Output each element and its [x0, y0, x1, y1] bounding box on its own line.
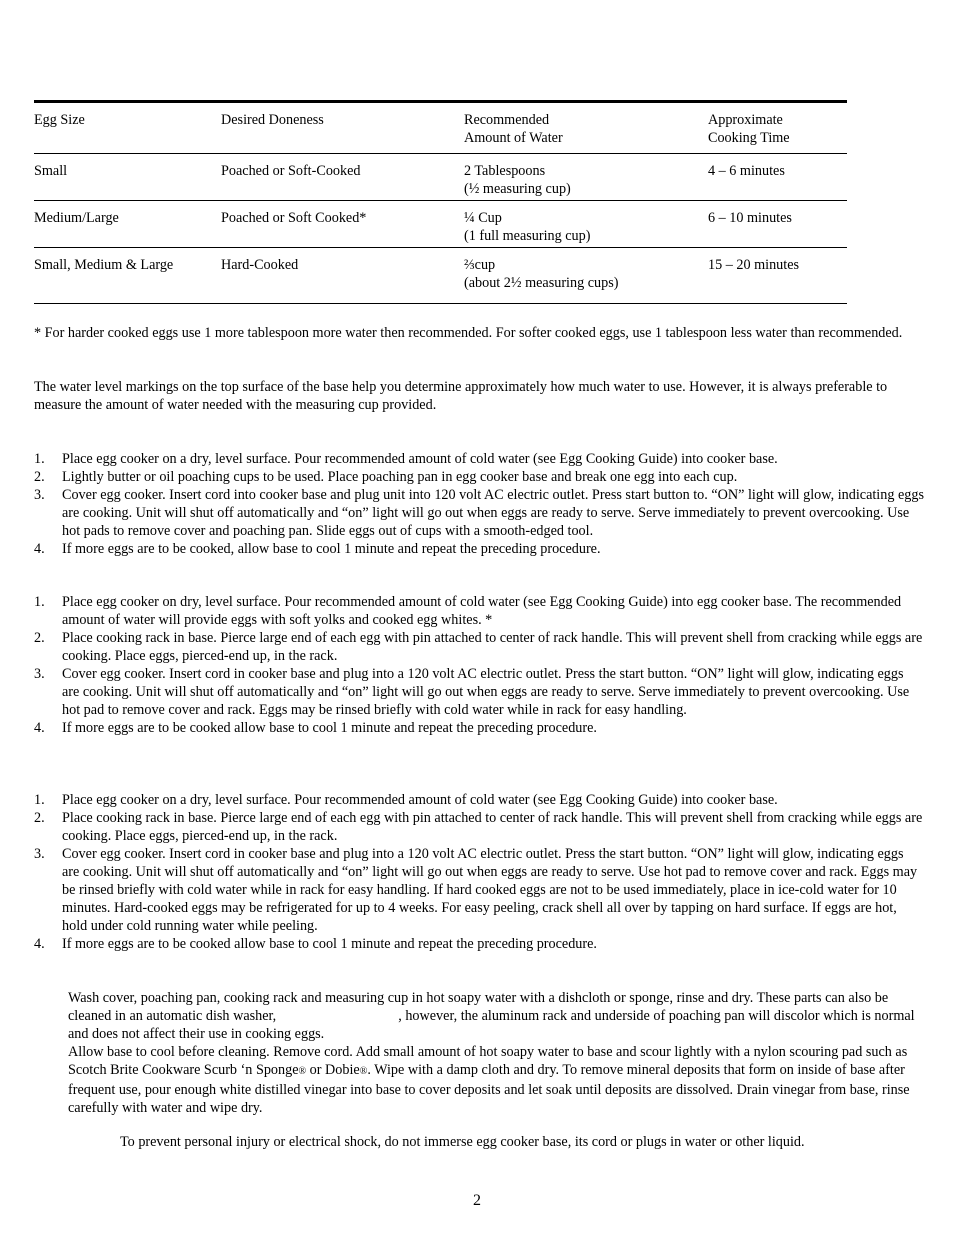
cell-time: 4 – 6 minutes [708, 163, 785, 179]
cell-time: 6 – 10 minutes [708, 210, 792, 226]
step-text: If more eggs are to be cooked allow base to cool 1 minute and repeat the preceding procedure. [62, 936, 597, 952]
step-text: Place egg cooker on dry, level surface. Pour recommended amount of cold water (see Egg Cooking Guide) into egg cooker base. The recommended amount of water will provide eggs with soft yolks and cooked egg whites. * [62, 594, 902, 628]
cell-egg-size: Medium/Large [34, 210, 119, 226]
step-number: 2. [34, 469, 45, 485]
step-text: Place egg cooker on a dry, level surface. Pour recommended amount of cold water (see Egg Cooking Guide) into cooker base. [62, 451, 778, 467]
table-row [34, 248, 847, 304]
table-row [34, 201, 847, 248]
step-text: Cover egg cooker. Insert cord in cooker base and plug into a 120 volt AC electric outlet. Press the start button. “ON” light will glow, indicating eggs are cooking. Unit will shut off automatically and “on” light will go out when eggs are ready to serve. Use hot pad to remove cover and rack. Eggs may be rinsed briefly with cold water while in rack for easy handling. If hard cooked eggs are not to be used immediately, place in ice-cold water for 10 minutes. Hard-cooked eggs may be refrigerated for up to 4 weeks. For easy peeling, crack shell all over by tapping on hard surface. If eggs are hot, hold under cold running water while peeling. [62, 846, 918, 934]
cell-water: ¼ Cup (1 full measuring cup) [464, 210, 591, 244]
step-number: 1. [34, 451, 45, 467]
step-text: If more eggs are to be cooked, allow base to cool 1 minute and repeat the preceding procedure. [62, 541, 601, 557]
step-text: Place egg cooker on a dry, level surface. Pour recommended amount of cold water (see Egg Cooking Guide) into cooker base. [62, 792, 778, 808]
list-item [34, 540, 924, 558]
step-number: 1. [34, 594, 45, 610]
poaching-steps-list [34, 450, 924, 558]
step-text: If more eggs are to be cooked allow base to cool 1 minute and repeat the preceding procedure. [62, 720, 597, 736]
water-level-note [34, 378, 924, 414]
safety-warning: To prevent personal injury or electrical shock, do not immerse egg cooker base, its cord or plugs in water or other liquid. [120, 1134, 805, 1150]
step-text: Place cooking rack in base. Pierce large end of each egg with pin attached to center of rack handle. This will prevent shell from cracking while eggs are cooking. Place eggs, pierced-end up, in the rack. [62, 810, 923, 844]
list-item [34, 450, 924, 468]
step-number: 1. [34, 792, 45, 808]
step-text: Cover egg cooker. Insert cord into cooker base and plug unit into 120 volt AC electric outlet. Press start button to. “ON” light will glow, indicating eggs are cooking. Unit will shut off automatically and “on” light will go out when eggs are ready to serve. Serve immediately to prevent overcooking. Use hot pads to remove cover and poaching pan. Slide eggs out of cups with a smooth-edged tool. [62, 487, 924, 539]
cell-time: 15 – 20 minutes [708, 257, 800, 273]
page-number: 2 [473, 1192, 481, 1209]
egg-cooking-guide-table [34, 100, 847, 304]
list-item [34, 665, 924, 719]
list-item [34, 845, 924, 935]
step-number: 3. [34, 666, 45, 682]
cell-doneness: Poached or Soft Cooked* [221, 210, 367, 226]
step-text: Lightly butter or oil poaching cups to be used. Place poaching pan in egg cooker base and break one egg into each cup. [62, 469, 738, 485]
step-number: 3. [34, 487, 45, 503]
registered-mark: ® [298, 1066, 307, 1077]
header-cooking-time: Approximate Cooking Time [708, 112, 790, 146]
care-cleaning-section [68, 989, 924, 1117]
list-item [34, 935, 924, 953]
step-number: 2. [34, 810, 45, 826]
step-number: 4. [34, 541, 45, 557]
registered-mark: ® [359, 1066, 368, 1077]
header-desired-doneness: Desired Doneness [221, 112, 324, 128]
list-item [34, 593, 924, 629]
list-item [34, 719, 924, 737]
cell-egg-size: Small [34, 163, 68, 179]
soft-cooked-steps-list [34, 593, 924, 737]
step-text: Cover egg cooker. Insert cord in cooker base and plug into a 120 volt AC electric outlet. Press the start button. “ON” light will glow, indicating eggs are cooking. Unit will shut off automatically and “on” light will go out when eggs are ready to serve. Serve immediately to prevent overcooking. Use hot pad to remove cover and rack. Eggs may be rinsed briefly with cold water while in rack for easy handling. [62, 666, 910, 718]
table-footnote [34, 324, 924, 342]
cell-doneness: Poached or Soft-Cooked [221, 163, 361, 179]
table-header-row [34, 103, 847, 154]
hard-cooked-steps-list [34, 791, 924, 953]
water-note-text: The water level markings on the top surface of the base help you determine approximately how much water to use. However, it is always preferable to measure the amount of water needed with the measuring cup provided. [34, 379, 888, 413]
cell-egg-size: Small, Medium & Large [34, 257, 174, 273]
list-item [34, 791, 924, 809]
step-number: 3. [34, 846, 45, 862]
cell-water: 2 Tablespoons (½ measuring cup) [464, 163, 571, 197]
step-text: Place cooking rack in base. Pierce large end of each egg with pin attached to center of rack handle. This will prevent shell from cracking while eggs are cooking. Place eggs, pierced-end up, in the rack. [62, 630, 923, 664]
table-row [34, 154, 847, 201]
header-amount-of-water: Recommended Amount of Water [464, 112, 563, 146]
step-number: 2. [34, 630, 45, 646]
header-egg-size: Egg Size [34, 112, 85, 128]
list-item [34, 468, 924, 486]
footnote-text: * For harder cooked eggs use 1 more tablespoon more water then recommended. For softer cooked eggs, use 1 tablespoon less water than recommended. [34, 325, 903, 341]
wash-paragraph: Wash cover, poaching pan, cooking rack and measuring cup in hot soapy water with a dishcloth or sponge, rinse and dry. These parts can also be cleaned in an automatic dish washer, , however, the aluminum rack and underside of poaching pan will discolor which is normal and does not affect their use in cooking eggs. [68, 990, 915, 1042]
list-item [34, 809, 924, 845]
step-number: 4. [34, 720, 45, 736]
base-paragraph: Allow base to cool before cleaning. Remove cord. Add small amount of hot soapy water to base and scour lightly with a nylon scouring pad such as Scotch Brite Cookware Scurb ‘n Sponge® or Dobie®. Wipe with a damp cloth and dry. To remove mineral deposits that form on inside of base after frequent use, pour enough white distilled vinegar into base to cover deposits and let soak until deposits are dissolved. Drain vinegar from base, rinse carefully with water and wipe dry. [68, 1044, 910, 1116]
step-number: 4. [34, 936, 45, 952]
list-item [34, 486, 924, 540]
list-item [34, 629, 924, 665]
cell-doneness: Hard-Cooked [221, 257, 299, 273]
cell-water: ⅔cup (about 2½ measuring cups) [464, 257, 619, 291]
